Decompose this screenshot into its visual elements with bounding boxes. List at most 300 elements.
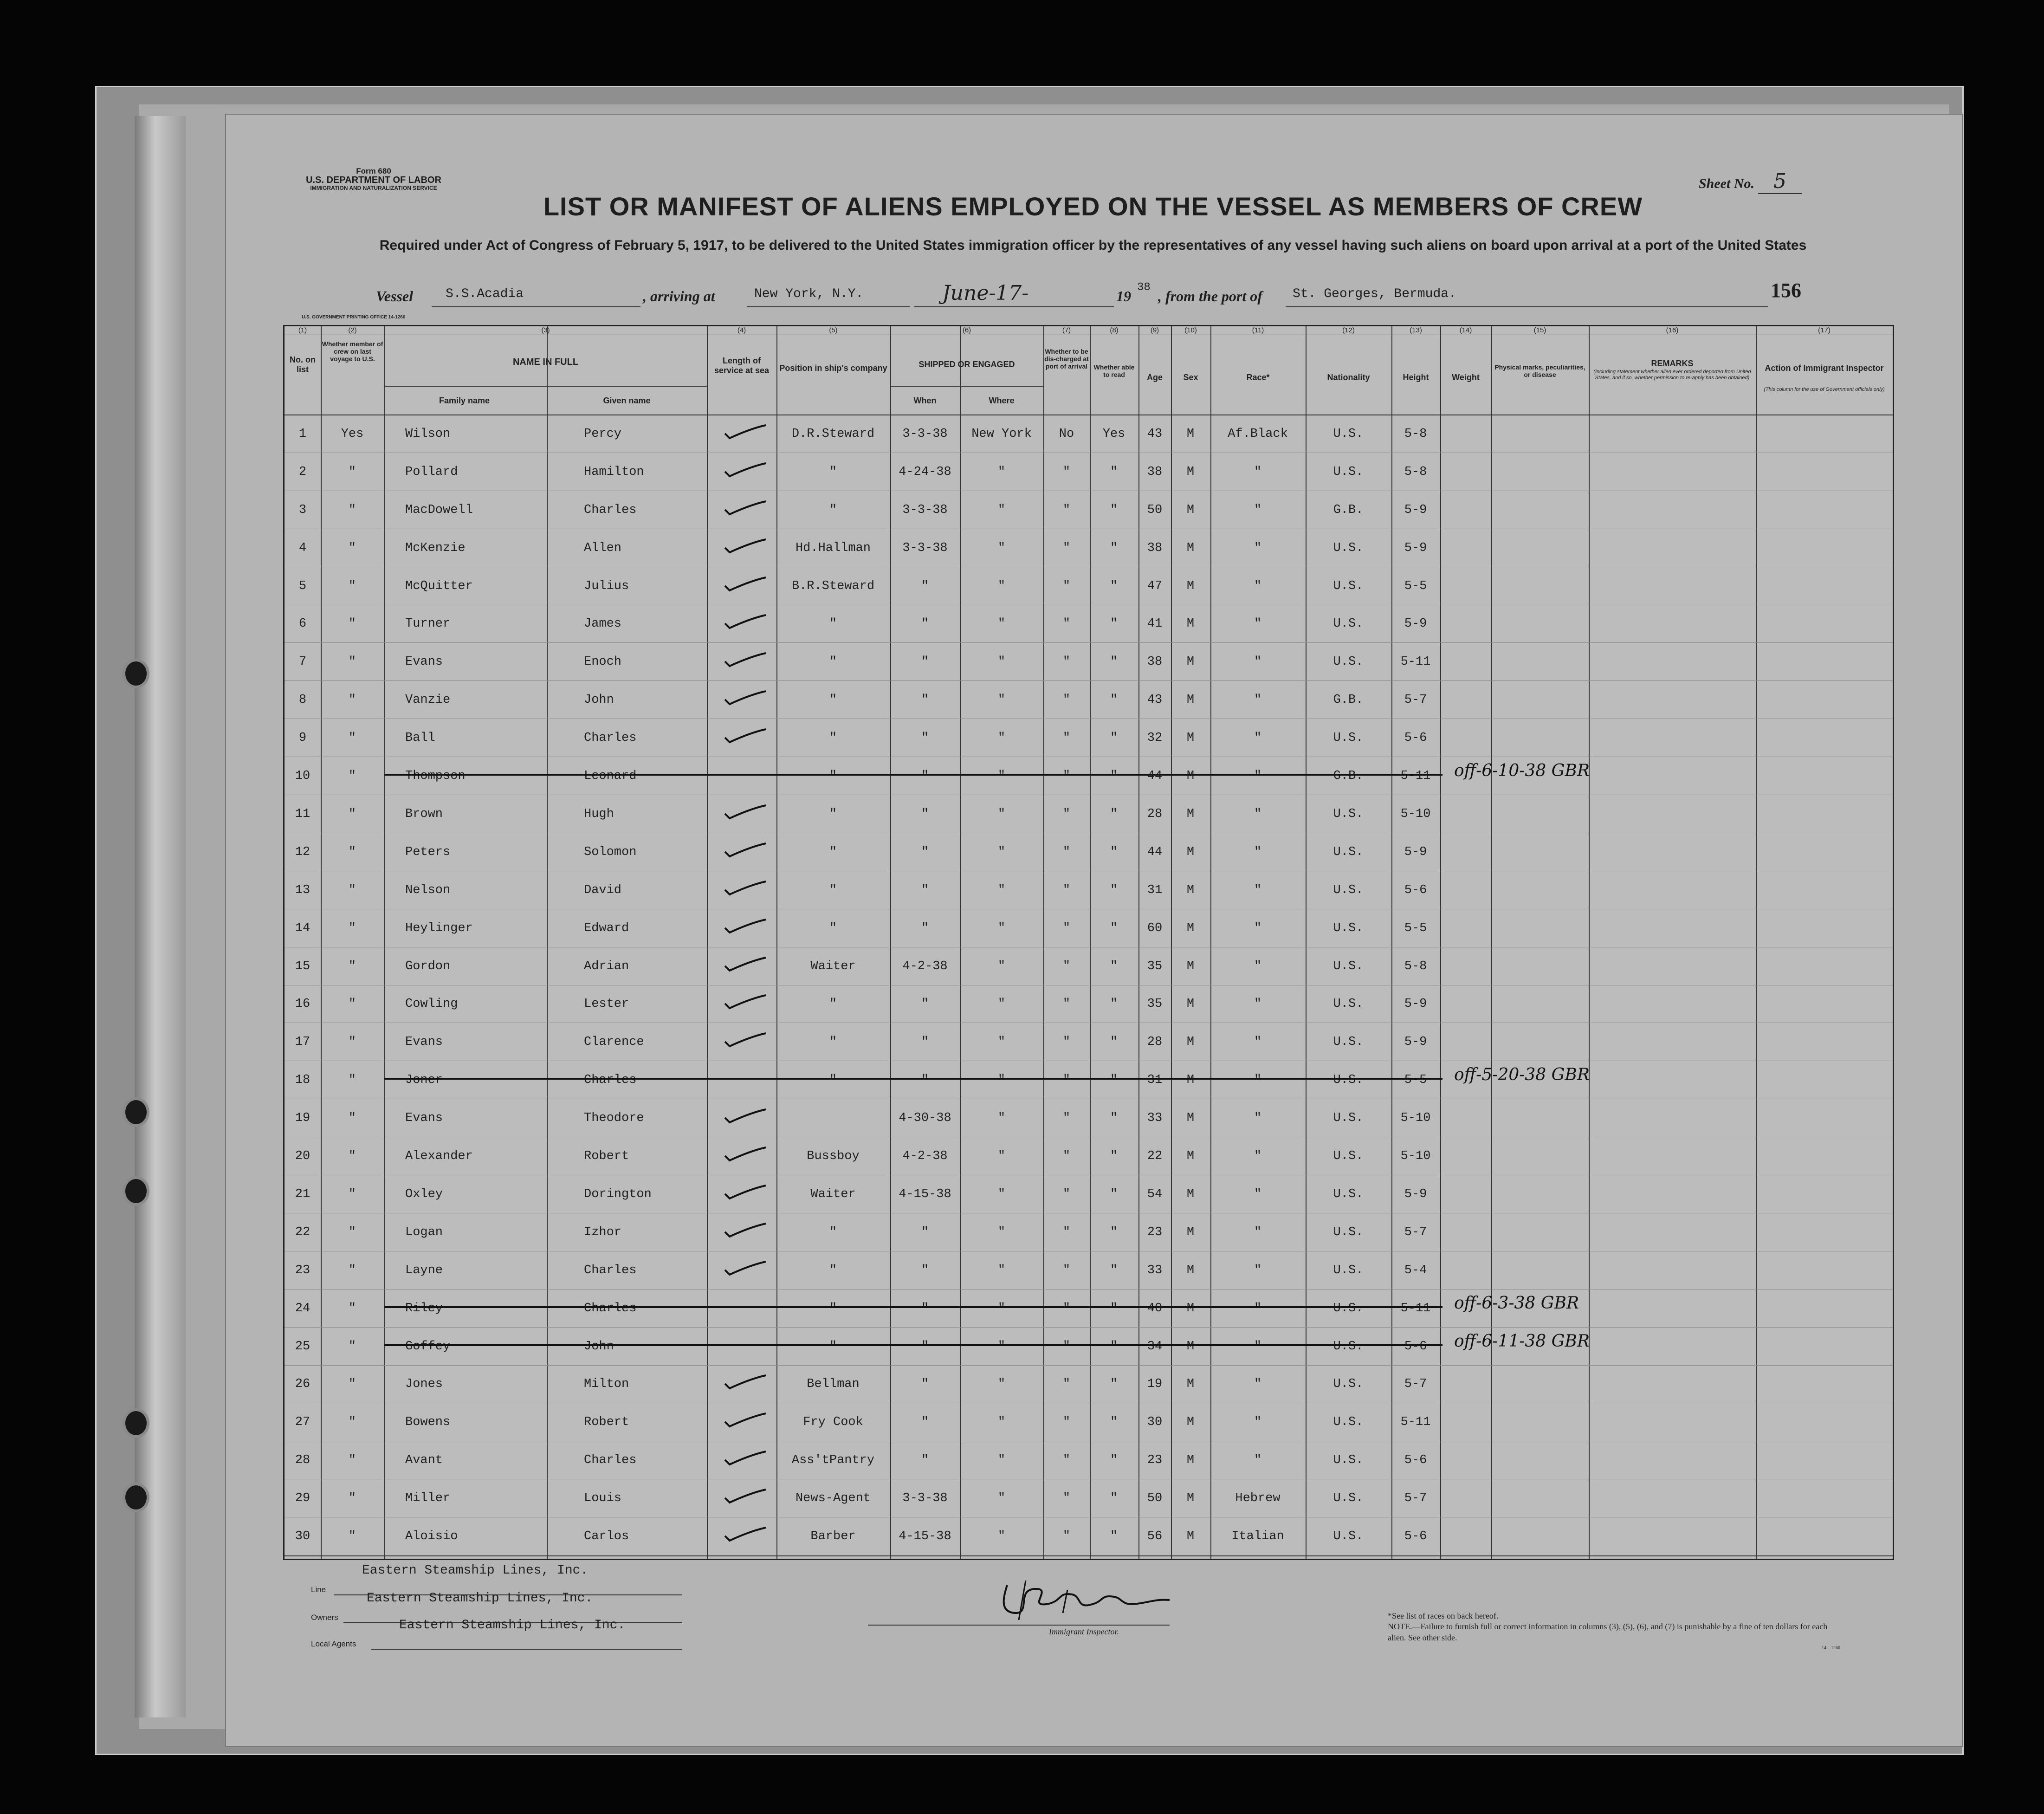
cell-race: ": [1254, 1377, 1262, 1392]
cell-when: ": [921, 997, 929, 1011]
header-remarks: REMARKS: [1651, 359, 1694, 368]
cell-height: 5-4: [1404, 1263, 1427, 1277]
header-length-of-service: Length of service at sea: [714, 356, 770, 375]
cell-where: ": [997, 1149, 1006, 1164]
header-able-to-read: Whether able to read: [1093, 363, 1135, 379]
cell-sex: M: [1186, 769, 1195, 784]
cell-pos: ": [829, 769, 837, 784]
cell-when: ": [921, 579, 929, 593]
cell-given: Lester: [584, 997, 629, 1011]
header-remarks-sub: (Including statement whether alien ever ordered deported from United States, and if so, whether permission to re-apply has been obtained): [1593, 369, 1751, 381]
cell-sex: M: [1186, 1415, 1195, 1430]
cell-nat: U.S.: [1333, 997, 1364, 1011]
cell-dis: ": [1062, 579, 1071, 593]
service-check-mark: [723, 1488, 767, 1506]
cell-prev: ": [348, 693, 356, 707]
cell-sex: M: [1186, 883, 1195, 897]
cell-race: ": [1254, 1073, 1262, 1088]
cell-race: ": [1254, 1149, 1262, 1164]
cell-race: Af.Black: [1228, 427, 1288, 441]
cell-given: Charles: [584, 503, 637, 517]
cell-sex: M: [1186, 579, 1195, 593]
cell-pos: ": [829, 1073, 837, 1088]
cell-sex: M: [1186, 959, 1195, 973]
cell-read: ": [1110, 1491, 1118, 1506]
cell-family: Alexander: [405, 1149, 473, 1164]
service-check-mark: [723, 1373, 767, 1392]
cell-no: 20: [295, 1149, 310, 1164]
cell-when: 3-3-38: [902, 503, 948, 517]
cell-age: 28: [1147, 807, 1163, 821]
cell-nat: U.S.: [1333, 655, 1364, 669]
cell-dis: ": [1062, 1529, 1071, 1544]
cell-pos: Fry Cook: [803, 1415, 863, 1430]
row-strikethrough: [384, 1078, 1442, 1080]
cell-when: 3-3-38: [902, 541, 948, 555]
col-num: (5): [829, 326, 838, 334]
cell-pos: ": [829, 997, 837, 1011]
cell-where: ": [997, 1491, 1006, 1506]
cell-family: Avant: [405, 1453, 443, 1468]
cell-sex: M: [1186, 1035, 1195, 1050]
vessel-label: Vessel: [376, 288, 413, 304]
cell-read: ": [1110, 997, 1118, 1011]
cell-no: 19: [295, 1111, 310, 1126]
cell-when: 4-2-38: [902, 959, 948, 973]
cell-race: ": [1254, 541, 1262, 555]
form-code: 14—1260: [1822, 1646, 1840, 1651]
cell-sex: M: [1186, 1377, 1195, 1392]
cell-height: 5-8: [1404, 465, 1427, 479]
cell-read: ": [1110, 1339, 1118, 1354]
cell-no: 30: [295, 1529, 310, 1544]
cell-family: McKenzie: [405, 541, 466, 555]
service-check-mark: [723, 880, 767, 898]
cell-where: ": [997, 617, 1006, 631]
service-check-mark: [723, 651, 767, 670]
footer-rule: [285, 1555, 1893, 1556]
cell-sex: M: [1186, 807, 1195, 821]
cell-age: 31: [1147, 1073, 1163, 1088]
cell-age: 50: [1147, 1491, 1163, 1506]
cell-nat: U.S.: [1333, 579, 1364, 593]
cell-given: Edward: [584, 921, 629, 935]
cell-given: Charles: [584, 1073, 637, 1088]
sheet-value: 5: [1758, 169, 1802, 194]
cell-height: 5-7: [1404, 1377, 1427, 1392]
cell-when: ": [921, 1263, 929, 1277]
cell-given: James: [584, 617, 622, 631]
cell-prev: Yes: [341, 427, 364, 441]
cell-dis: ": [1062, 1187, 1071, 1201]
cell-age: 35: [1147, 997, 1163, 1011]
col-num: (4): [737, 326, 746, 334]
vessel-name: S.S.Acadia: [432, 287, 640, 307]
col-num: (13): [1410, 326, 1422, 334]
cell-where: ": [997, 1301, 1006, 1315]
cell-height: 5-5: [1404, 921, 1427, 935]
cell-nat: U.S.: [1333, 883, 1364, 897]
cell-given: Robert: [584, 1149, 629, 1164]
cell-family: Jones: [405, 1377, 443, 1392]
handwritten-note: off-6-10-38 GBR: [1454, 761, 1590, 781]
cell-family: Aloisio: [405, 1529, 458, 1544]
cell-prev: ": [348, 503, 356, 517]
cell-when: 4-15-38: [899, 1187, 951, 1201]
cell-given: Charles: [584, 1263, 637, 1277]
cell-age: 54: [1147, 1187, 1163, 1201]
cell-given: Dorington: [584, 1187, 652, 1201]
cell-no: 14: [295, 921, 310, 935]
cell-where: ": [997, 845, 1006, 859]
cell-when: ": [921, 1453, 929, 1468]
cell-race: ": [1254, 1035, 1262, 1050]
cell-family: Joner: [405, 1073, 443, 1088]
service-check-mark: [723, 918, 767, 936]
cell-height: 5-10: [1400, 1111, 1431, 1126]
service-check-mark: [723, 538, 767, 556]
binder-hole: [125, 1179, 147, 1203]
cell-height: 5-5: [1404, 1073, 1427, 1088]
cell-dis: ": [1062, 959, 1071, 973]
service-check-mark: [723, 803, 767, 822]
column-rule: [1491, 326, 1492, 1559]
cell-sex: M: [1186, 1073, 1195, 1088]
cell-read: ": [1110, 1187, 1118, 1201]
service-check-mark: [723, 576, 767, 594]
cell-no: 8: [298, 693, 307, 707]
cell-sex: M: [1186, 693, 1195, 707]
cell-age: 28: [1147, 1035, 1163, 1050]
service-check-mark: [723, 461, 767, 480]
cell-race: ": [1254, 1301, 1262, 1315]
cell-family: Cowling: [405, 997, 458, 1011]
service-check-mark: [723, 1260, 767, 1278]
header-discharged: Whether to be dis-charged at port of arrival: [1044, 348, 1089, 370]
cell-pos: B.R.Steward: [791, 579, 875, 593]
service-check-mark: [723, 613, 767, 632]
cell-prev: ": [348, 959, 356, 973]
cell-given: Charles: [584, 731, 637, 745]
cell-where: ": [997, 693, 1006, 707]
cell-family: Peters: [405, 845, 451, 859]
handwritten-note: off-6-11-38 GBR: [1454, 1331, 1590, 1351]
cell-read: ": [1110, 959, 1118, 973]
cell-given: Percy: [584, 427, 622, 441]
cell-prev: ": [348, 883, 356, 897]
crew-table: [283, 325, 1894, 1560]
header-position: Position in ship's company: [779, 363, 887, 373]
cell-read: ": [1110, 1073, 1118, 1088]
cell-no: 23: [295, 1263, 310, 1277]
cell-family: McQuitter: [405, 579, 473, 593]
cell-given: Enoch: [584, 655, 622, 669]
cell-height: 5-11: [1400, 1415, 1431, 1430]
cell-age: 43: [1147, 427, 1163, 441]
header-where: Where: [989, 396, 1015, 405]
header-given-name: Given name: [603, 396, 651, 405]
cell-age: 50: [1147, 503, 1163, 517]
cell-nat: U.S.: [1333, 541, 1364, 555]
cell-nat: G.B.: [1333, 503, 1364, 517]
cell-race: Italian: [1231, 1529, 1284, 1544]
cell-family: Layne: [405, 1263, 443, 1277]
cell-race: ": [1254, 1339, 1262, 1354]
binder-hole: [125, 1100, 147, 1124]
cell-pos: ": [829, 845, 837, 859]
header-name-in-full: NAME IN FULL: [512, 357, 579, 367]
cell-given: Hamilton: [584, 465, 644, 479]
cell-read: ": [1110, 1263, 1118, 1277]
cell-nat: G.B.: [1333, 693, 1364, 707]
cell-nat: U.S.: [1333, 1339, 1364, 1354]
col-num: (6): [962, 326, 971, 334]
cell-where: ": [997, 921, 1006, 935]
cell-no: 22: [295, 1225, 310, 1239]
cell-read: ": [1110, 845, 1118, 859]
cell-family: Nelson: [405, 883, 451, 897]
line-value: Eastern Steamship Lines, Inc.: [362, 1563, 589, 1578]
cell-height: 5-11: [1400, 655, 1431, 669]
cell-where: ": [997, 997, 1006, 1011]
cell-height: 5-11: [1400, 1301, 1431, 1315]
department-name: U.S. DEPARTMENT OF LABOR: [306, 175, 441, 185]
agents-rule: [371, 1649, 682, 1650]
cell-given: David: [584, 883, 622, 897]
cell-no: 5: [298, 579, 307, 593]
cell-race: ": [1254, 1187, 1262, 1201]
cell-given: Theodore: [584, 1111, 644, 1126]
cell-when: ": [921, 731, 929, 745]
handwritten-note: off-6-3-38 GBR: [1454, 1293, 1579, 1313]
cell-when: ": [921, 693, 929, 707]
cell-dis: ": [1062, 997, 1071, 1011]
cell-pos: Ass'tPantry: [791, 1453, 875, 1468]
cell-nat: U.S.: [1333, 1225, 1364, 1239]
agents-value: Eastern Steamship Lines, Inc.: [399, 1618, 626, 1633]
cell-dis: ": [1062, 1073, 1071, 1088]
cell-given: Robert: [584, 1415, 629, 1430]
cell-dis: ": [1062, 731, 1071, 745]
cell-race: ": [1254, 731, 1262, 745]
cell-sex: M: [1186, 1111, 1195, 1126]
col-num: (7): [1062, 326, 1071, 334]
service-check-mark: [723, 1031, 767, 1050]
col-num: (16): [1666, 326, 1679, 334]
cell-sex: M: [1186, 997, 1195, 1011]
header-action-sub: (This column for the use of Government officials only): [1764, 387, 1885, 392]
header-action: Action of Immigrant Inspector: [1765, 363, 1884, 373]
header-last-voyage: Whether member of crew on last voyage to U.S.: [322, 340, 383, 363]
cell-nat: U.S.: [1333, 1301, 1364, 1315]
cell-prev: ": [348, 579, 356, 593]
cell-family: Evans: [405, 1035, 443, 1050]
cell-sex: M: [1186, 1339, 1195, 1354]
cell-pos: ": [829, 693, 837, 707]
cell-where: ": [997, 959, 1006, 973]
cell-pos: ": [829, 1301, 837, 1315]
cell-age: 44: [1147, 845, 1163, 859]
cell-where: ": [997, 883, 1006, 897]
cell-sex: M: [1186, 1225, 1195, 1239]
cell-when: ": [921, 1301, 929, 1315]
cell-pos: ": [829, 1339, 837, 1354]
cell-where: ": [997, 731, 1006, 745]
header-height: Height: [1403, 373, 1429, 382]
cell-pos: ": [829, 1225, 837, 1239]
col-num: (1): [298, 326, 307, 334]
cell-where: ": [997, 1377, 1006, 1392]
cell-read: ": [1110, 1415, 1118, 1430]
cell-read: ": [1110, 921, 1118, 935]
cell-nat: U.S.: [1333, 427, 1364, 441]
cell-dis: ": [1062, 1225, 1071, 1239]
cell-where: ": [997, 579, 1006, 593]
cell-when: ": [921, 807, 929, 821]
cell-nat: G.B.: [1333, 769, 1364, 784]
cell-read: ": [1110, 807, 1118, 821]
service-check-mark: [723, 423, 767, 442]
inspector-rule: [868, 1625, 1170, 1626]
cell-nat: U.S.: [1333, 1263, 1364, 1277]
cell-age: 31: [1147, 883, 1163, 897]
header-no-on-list: No. on list: [290, 355, 316, 374]
header-physical-marks: Physical marks, peculiarities, or disease: [1494, 363, 1585, 379]
cell-prev: ": [348, 1301, 356, 1315]
cell-family: Brown: [405, 807, 443, 821]
cell-nat: U.S.: [1333, 617, 1364, 631]
cell-prev: ": [348, 1073, 356, 1088]
inspector-label: Immigrant Inspector.: [1049, 1627, 1119, 1636]
cell-when: ": [921, 617, 929, 631]
cell-where: ": [997, 807, 1006, 821]
cell-height: 5-6: [1404, 883, 1427, 897]
cell-no: 25: [295, 1339, 310, 1354]
row-rule: [285, 680, 1893, 681]
cell-given: Milton: [584, 1377, 629, 1392]
cell-race: ": [1254, 655, 1262, 669]
header-sex: Sex: [1183, 373, 1198, 382]
cell-age: 32: [1147, 731, 1163, 745]
cell-when: ": [921, 1377, 929, 1392]
cell-dis: ": [1062, 1415, 1071, 1430]
cell-read: ": [1110, 731, 1118, 745]
cell-nat: U.S.: [1333, 1149, 1364, 1164]
cell-no: 18: [295, 1073, 310, 1088]
cell-given: Hugh: [584, 807, 614, 821]
sheet-label: Sheet No.: [1699, 176, 1754, 191]
cell-no: 24: [295, 1301, 310, 1315]
cell-read: ": [1110, 655, 1118, 669]
cell-given: Louis: [584, 1491, 622, 1506]
cell-no: 7: [298, 655, 307, 669]
cell-age: 38: [1147, 541, 1163, 555]
cell-prev: ": [348, 731, 356, 745]
col-num: (17): [1818, 326, 1831, 334]
cell-no: 29: [295, 1491, 310, 1506]
cell-pos: Bussboy: [807, 1149, 860, 1164]
cell-prev: ": [348, 997, 356, 1011]
cell-read: ": [1110, 465, 1118, 479]
cell-when: 3-3-38: [902, 1491, 948, 1506]
service-check-mark: [723, 1146, 767, 1164]
cell-prev: ": [348, 1187, 356, 1201]
cell-prev: ": [348, 769, 356, 784]
printer-note: U.S. GOVERNMENT PRINTING OFFICE 14-1260: [302, 315, 406, 320]
cell-no: 26: [295, 1377, 310, 1392]
cell-prev: ": [348, 1377, 356, 1392]
cell-where: ": [997, 1453, 1006, 1468]
cell-dis: ": [1062, 1263, 1071, 1277]
cell-where: ": [997, 1529, 1006, 1544]
cell-height: 5-5: [1404, 579, 1427, 593]
cell-no: 6: [298, 617, 307, 631]
cell-sex: M: [1186, 465, 1195, 479]
cell-when: ": [921, 769, 929, 784]
cell-race: ": [1254, 617, 1262, 631]
cell-nat: U.S.: [1333, 1529, 1364, 1544]
cell-no: 15: [295, 959, 310, 973]
row-rule: [285, 1327, 1893, 1328]
cell-family: Heylinger: [405, 921, 473, 935]
header-race: Race*: [1246, 373, 1270, 382]
cell-pos: ": [829, 1263, 837, 1277]
cell-family: Wilson: [405, 427, 451, 441]
cell-age: 41: [1147, 617, 1163, 631]
row-rule: [285, 1365, 1893, 1366]
cell-pos: ": [829, 617, 837, 631]
cell-when: ": [921, 921, 929, 935]
cell-dis: ": [1062, 1035, 1071, 1050]
cell-prev: ": [348, 617, 356, 631]
cell-nat: U.S.: [1333, 1377, 1364, 1392]
from-port-label: , from the port of: [1158, 288, 1262, 304]
cell-where: ": [997, 1415, 1006, 1430]
cell-given: Clarence: [584, 1035, 644, 1050]
cell-where: ": [997, 1263, 1006, 1277]
form-number: Form 680: [356, 167, 391, 175]
cell-given: John: [584, 1339, 614, 1354]
cell-sex: M: [1186, 503, 1195, 517]
cell-family: Evans: [405, 1111, 443, 1126]
header-nationality: Nationality: [1327, 373, 1370, 382]
sheet-number: [1699, 169, 1802, 194]
cell-height: 5-9: [1404, 1035, 1427, 1050]
cell-read: ": [1110, 883, 1118, 897]
cell-family: Pollard: [405, 465, 458, 479]
cell-height: 5-6: [1404, 1529, 1427, 1544]
cell-height: 5-9: [1404, 845, 1427, 859]
cell-sex: M: [1186, 845, 1195, 859]
cell-when: ": [921, 1339, 929, 1354]
row-strikethrough: [384, 1344, 1442, 1346]
cell-race: ": [1254, 1225, 1262, 1239]
cell-no: 3: [298, 503, 307, 517]
owners-value: Eastern Steamship Lines, Inc.: [367, 1591, 593, 1606]
cell-height: 5-7: [1404, 1491, 1427, 1506]
cell-race: ": [1254, 579, 1262, 593]
cell-no: 11: [295, 807, 310, 821]
cell-pos: ": [829, 503, 837, 517]
cell-dis: ": [1062, 1111, 1071, 1126]
service-check-mark: [723, 956, 767, 974]
cell-given: Allen: [584, 541, 622, 555]
cell-pos: Waiter: [810, 959, 856, 973]
cell-age: 47: [1147, 579, 1163, 593]
cell-nat: U.S.: [1333, 1111, 1364, 1126]
cell-sex: M: [1186, 921, 1195, 935]
cell-given: John: [584, 693, 614, 707]
